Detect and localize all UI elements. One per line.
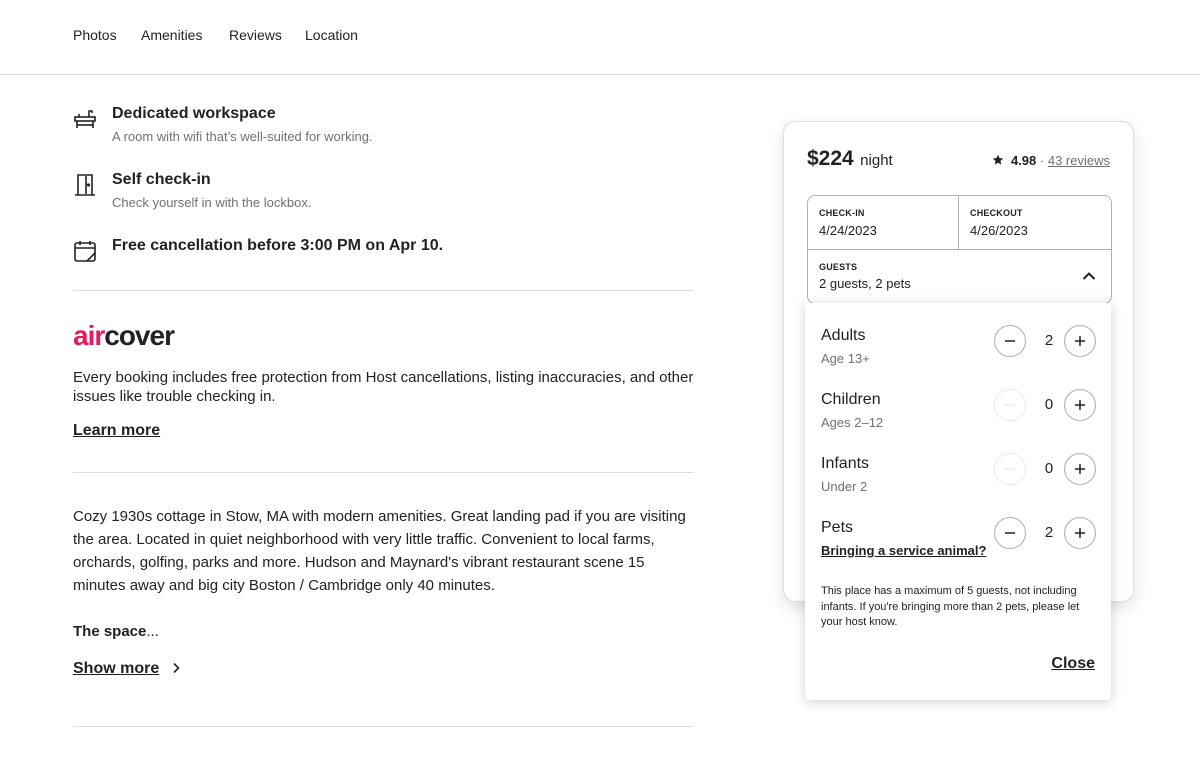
chevron-right-icon <box>170 662 182 674</box>
children-decrease-button[interactable] <box>994 389 1026 421</box>
pets-count: 2 <box>1044 524 1054 541</box>
calendar-icon <box>73 239 97 263</box>
guests-field[interactable]: GUESTS 2 guests, 2 pets <box>808 250 1111 304</box>
nav-location[interactable]: Location <box>305 27 358 43</box>
reviews-link[interactable]: 43 reviews <box>1047 153 1110 168</box>
nav-amenities[interactable]: Amenities <box>141 27 203 43</box>
nav-reviews[interactable]: Reviews <box>229 27 282 43</box>
door-icon <box>73 173 97 197</box>
learn-more-link[interactable]: Learn more <box>73 422 161 439</box>
plus-icon <box>1074 335 1086 347</box>
listing-description: Cozy 1930s cottage in Stow, MA with modern amenities. Great landing pad if you are visiting the area. Located in quiet neighborhood with very little traffic. Convenient to local farms, orchards, golfing, parks and more. Hudson and Maynard's vibrant restaurant scene 15 minutes away and big city Boston / Cambridge only 40 minutes. <box>73 508 686 594</box>
rating-summary: 4.98 · 43 reviews <box>992 153 1110 168</box>
pets-increase-button[interactable] <box>1064 517 1096 549</box>
checkout-field[interactable]: CHECKOUT 4/26/2023 <box>970 208 1028 238</box>
highlight-workspace <box>73 105 694 149</box>
guest-limit-note: This place has a maximum of 5 guests, not including infants. If you're bringing more than 2 pets, please let your host know. <box>821 585 1080 628</box>
divider <box>73 726 694 727</box>
adults-decrease-button[interactable] <box>994 325 1026 357</box>
guest-dropdown <box>805 303 1111 700</box>
minus-icon <box>1004 399 1016 411</box>
infants-count: 0 <box>1044 460 1054 477</box>
highlight-title: Free cancellation before 3:00 PM on Apr 10. <box>112 237 444 254</box>
minus-icon <box>1004 527 1016 539</box>
guest-row-pets: Pets Bringing a service animal? 2 <box>821 519 1096 565</box>
highlight-cancellation <box>73 237 694 265</box>
the-space-heading: The space... <box>73 623 159 640</box>
plus-icon <box>1074 463 1086 475</box>
pets-decrease-button[interactable] <box>994 517 1026 549</box>
plus-icon <box>1074 527 1086 539</box>
date-guest-picker <box>807 195 1112 304</box>
adults-count: 2 <box>1044 332 1054 349</box>
show-more-button[interactable]: Show more <box>73 660 182 678</box>
minus-icon <box>1004 463 1016 475</box>
plus-icon <box>1074 399 1086 411</box>
children-count: 0 <box>1044 396 1054 413</box>
guest-row-infants: Infants Under 2 0 <box>821 455 1096 501</box>
minus-icon <box>1004 335 1016 347</box>
aircover-logo: aircover <box>73 320 174 351</box>
children-increase-button[interactable] <box>1064 389 1096 421</box>
nav-photos[interactable]: Photos <box>73 27 117 43</box>
guest-row-adults: Adults Age 13+ 2 <box>821 327 1096 373</box>
nightly-price: $224 night <box>807 147 893 170</box>
close-button[interactable]: Close <box>1051 655 1095 672</box>
highlight-title: Self check-in <box>112 171 211 188</box>
highlight-title: Dedicated workspace <box>112 105 276 122</box>
adults-increase-button[interactable] <box>1064 325 1096 357</box>
checkin-field[interactable]: CHECK-IN 4/24/2023 <box>808 196 959 250</box>
star-icon <box>992 154 1004 166</box>
chevron-up-icon <box>1081 268 1097 284</box>
infants-increase-button[interactable] <box>1064 453 1096 485</box>
service-animal-link[interactable]: Bringing a service animal? <box>821 543 987 558</box>
guest-row-children: Children Ages 2–12 0 <box>821 391 1096 437</box>
desk-icon <box>73 107 97 131</box>
highlight-subtitle: A room with wifi that’s well-suited for working. <box>112 129 373 144</box>
divider <box>73 472 694 473</box>
highlight-subtitle: Check yourself in with the lockbox. <box>112 195 312 210</box>
highlight-self-checkin <box>73 171 694 215</box>
divider <box>73 290 694 291</box>
infants-decrease-button[interactable] <box>994 453 1026 485</box>
section-nav <box>0 0 1200 75</box>
aircover-description: Every booking includes free protection from Host cancellations, listing inaccuracies, and other issues like trouble checking in. <box>73 369 694 405</box>
